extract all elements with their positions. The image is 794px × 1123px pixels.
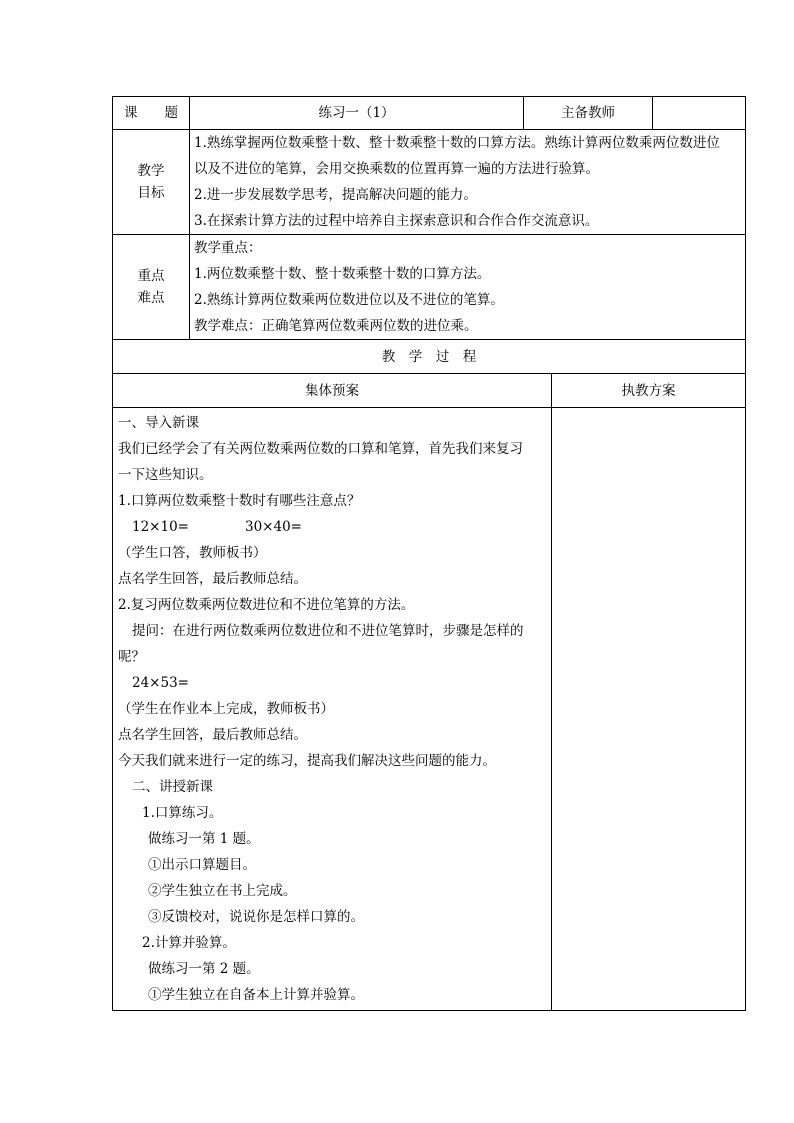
- key-point-line: 教学重点：: [194, 240, 262, 256]
- plan-line: 1.口算两位数乘整十数时有哪些注意点？: [118, 493, 361, 509]
- lesson-plan-table: [112, 96, 746, 1011]
- key-points-content: [190, 235, 746, 340]
- plan-line: 2.复习两位数乘两位数进位和不进位笔算的方法。: [118, 597, 415, 613]
- plan-line: 点名学生回答，最后教师总结。: [118, 727, 307, 743]
- col-group-plan: 集体预案: [113, 374, 552, 408]
- plan-line: 一下这些知识。: [118, 467, 213, 483]
- process-columns-row: [113, 374, 746, 408]
- teacher-value: [653, 97, 746, 130]
- process-title-row: [113, 340, 746, 374]
- topic-label: 课 题: [113, 97, 190, 130]
- expr-12x10: 12×10=: [132, 519, 189, 535]
- key-point-line: 教学难点：正确笔算两位数乘两位数的进位乘。: [194, 318, 478, 334]
- teacher-label: 主备教师: [524, 97, 653, 130]
- plan-line: （学生在作业本上完成，教师板书）: [118, 701, 334, 717]
- expr-30x40: 30×40=: [244, 519, 302, 535]
- plan-line: ②学生独立在书上完成。: [148, 883, 297, 899]
- plan-line: ①学生独立在自备本上计算并验算。: [148, 987, 364, 1003]
- plan-line: （学生口答，教师板书）: [118, 545, 267, 561]
- group-plan-content: [113, 408, 552, 1011]
- plan-line: 我们已经学会了有关两位数乘两位数的口算和笔算，首先我们来复习: [118, 441, 523, 457]
- plan-line: 24×53=: [132, 675, 189, 691]
- goal-line: 2.进一步发展数学思考，提高解决问题的能力。: [194, 187, 477, 203]
- process-title: 教 学 过 程: [113, 340, 746, 374]
- plan-line: 做练习一第 2 题。: [148, 961, 260, 977]
- plan-line: 今天我们就来进行一定的练习，提高我们解决这些问题的能力。: [118, 753, 496, 769]
- plan-line: 呢？: [118, 649, 145, 665]
- goals-label: 教学 目标: [113, 130, 190, 235]
- col-exec-plan: 执教方案: [552, 374, 746, 408]
- lesson-plan-page: [112, 96, 745, 1011]
- key-points-row: [113, 235, 746, 340]
- goals-row: [113, 130, 746, 235]
- topic-row: [113, 97, 746, 130]
- plan-line: 二、讲授新课: [132, 779, 213, 795]
- plan-line: 2.计算并验算。: [142, 935, 236, 951]
- goal-line: 1.熟练掌握两位数乘整十数、整十数乘整十数的口算方法。熟练计算两位数乘两位数进位: [194, 135, 720, 151]
- plan-line: 1.口算练习。: [142, 805, 223, 821]
- key-point-line: 1.两位数乘整十数、整十数乘整十数的口算方法。: [194, 266, 491, 282]
- exec-plan-content: [552, 408, 746, 1011]
- plan-line: 提问：在进行两位数乘两位数进位和不进位笔算时，步骤是怎样的: [132, 623, 524, 639]
- plan-line: 做练习一第 1 题。: [148, 831, 260, 847]
- process-body-row: [113, 408, 746, 1011]
- goals-content: [190, 130, 746, 235]
- goal-line: 3.在探索计算方法的过程中培养自主探索意识和合作合作交流意识。: [194, 213, 599, 229]
- key-point-line: 2.熟练计算两位数乘两位数进位以及不进位的笔算。: [194, 292, 504, 308]
- plan-line: 一、导入新课: [118, 415, 199, 431]
- plan-line: ③反馈校对，说说你是怎样口算的。: [148, 909, 364, 925]
- plan-line: 点名学生回答，最后教师总结。: [118, 571, 307, 587]
- key-points-label: 重点 难点: [113, 235, 190, 340]
- goal-line: 以及不进位的笔算，会用交换乘数的位置再算一遍的方法进行验算。: [194, 161, 599, 177]
- plan-line: ①出示口算题目。: [148, 857, 256, 873]
- plan-line: [118, 514, 546, 540]
- topic-value: 练习一（1）: [190, 97, 524, 130]
